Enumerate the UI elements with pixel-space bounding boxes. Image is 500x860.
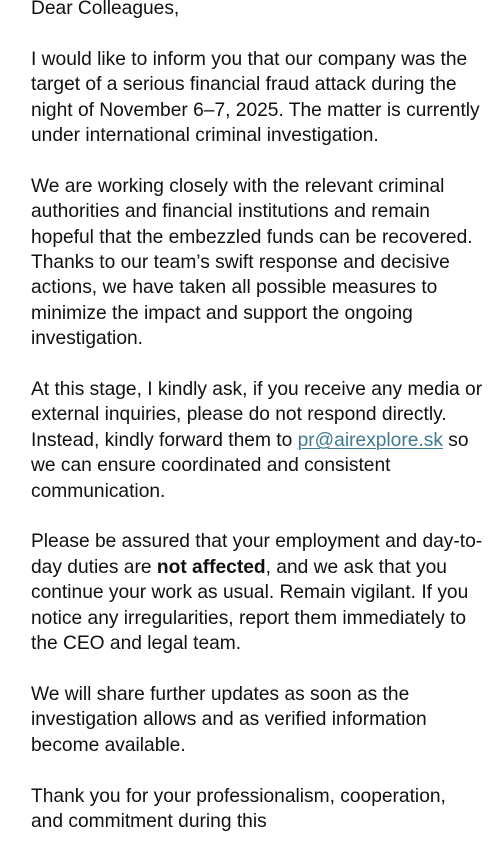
letter-body bbox=[31, 0, 483, 860]
paragraph-thanks: Thank you for your professionalism, cooperation, and commitment during this bbox=[31, 785, 446, 832]
paragraph-employment bbox=[31, 529, 483, 656]
employment-text-end: , and we ask that you continue your work as usual. Remain vigilant. If you notice any irregularities, report them immediately to the CEO and legal team. bbox=[31, 556, 469, 655]
media-inquiries-text: At this stage, I kindly ask, if you receive any media or external inquiries, please do not respond directly. Instead, kindly forward them to bbox=[31, 379, 483, 451]
paragraph-investigation: We are working closely with the relevant criminal authorities and financial institutions and remain hopeful that the embezzled funds can be recovered. Thanks to our team’s swift response and decisive actions, we have taken all possible measures to minimize the impact and support the ongoing investigation. bbox=[31, 175, 473, 350]
paragraph-media-inquiries bbox=[31, 377, 483, 504]
media-inquiries-text-end: so we can ensure coordinated and consistent communication. bbox=[31, 429, 469, 502]
pr-email-link[interactable]: pr@airexplore.sk bbox=[297, 429, 443, 451]
greeting: Dear Colleagues, bbox=[31, 0, 180, 19]
employment-text: Please be assured that your employment and day-to-day duties are bbox=[31, 531, 483, 578]
paragraph-updates: We will share further updates as soon as the investigation allows and as verified information become available. bbox=[31, 683, 427, 756]
not-affected-emphasis: not affected bbox=[156, 556, 266, 578]
paragraph-incident: I would like to inform you that our company was the target of a serious financial fraud attack during the night of November 6–7, 2025. The matter is currently under international criminal investigation. bbox=[31, 48, 480, 147]
